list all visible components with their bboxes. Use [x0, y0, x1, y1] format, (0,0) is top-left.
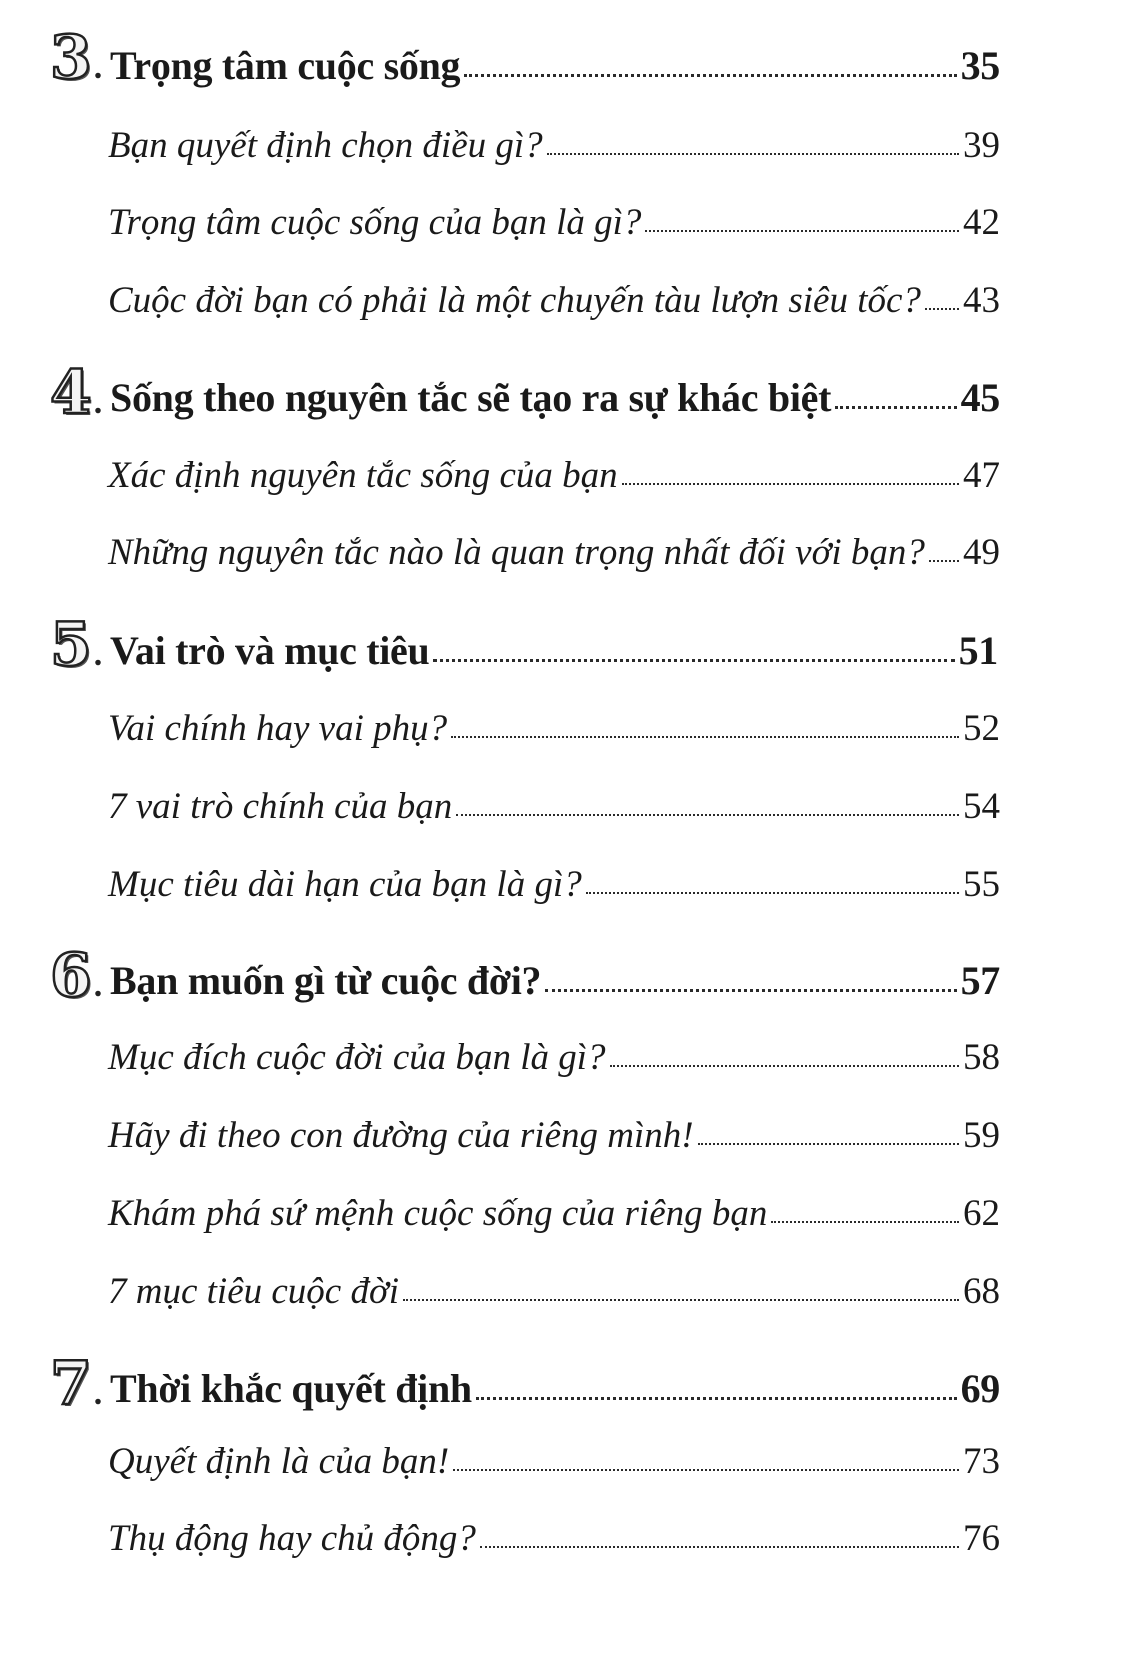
section-row[interactable]: [0, 1114, 1126, 1157]
dot-leader: [480, 1546, 959, 1548]
section-row[interactable]: [0, 1440, 1126, 1483]
chapter-number-4: 4.: [50, 358, 103, 428]
chapter-page-number: 69: [960, 1366, 1000, 1411]
section-title: 7 vai trò chính của bạn: [108, 786, 453, 827]
chapter-number-7: 7.: [50, 1349, 103, 1419]
dot-leader: [464, 74, 956, 77]
section-row[interactable]: [0, 201, 1126, 244]
chapter-title: Thời khắc quyết định: [110, 1366, 472, 1411]
section-page-number: 52: [963, 708, 1000, 749]
section-row[interactable]: [0, 1270, 1126, 1313]
section-row[interactable]: [0, 1036, 1126, 1079]
dot-leader: [547, 153, 959, 155]
section-page-number: 73: [963, 1441, 1000, 1482]
section-title: Mục tiêu dài hạn của bạn là gì?: [108, 864, 582, 905]
section-title: Thụ động hay chủ động?: [108, 1518, 476, 1559]
chapter-title: Trọng tâm cuộc sống: [110, 43, 461, 88]
chapter-row[interactable]: [0, 42, 1126, 89]
section-page-number: 43: [963, 280, 1000, 321]
dot-leader: [645, 230, 959, 232]
dot-leader: [698, 1143, 959, 1145]
chapter-title: Bạn muốn gì từ cuộc đời?: [110, 958, 542, 1003]
section-title: Cuộc đời bạn có phải là một chuyến tàu lượn siêu tốc?: [108, 280, 921, 321]
section-page-number: 39: [963, 125, 1000, 166]
chapter-number-6: 6.: [50, 941, 103, 1011]
dot-leader: [451, 736, 959, 738]
section-title: Bạn quyết định chọn điều gì?: [108, 125, 543, 166]
section-title: Những nguyên tắc nào là quan trọng nhất đối với bạn?: [108, 532, 925, 573]
dot-leader: [835, 406, 956, 409]
section-page-number: 76: [963, 1518, 1000, 1559]
section-page-number: 55: [963, 864, 1000, 905]
dot-leader: [771, 1221, 959, 1223]
section-page-number: 47: [963, 455, 1000, 496]
dot-leader: [433, 659, 954, 662]
section-page-number: 49: [963, 532, 1000, 573]
dot-leader: [403, 1299, 959, 1301]
dot-leader: [456, 814, 959, 816]
section-title: Hãy đi theo con đường của riêng mình!: [108, 1115, 694, 1156]
chapter-number-3: 3.: [50, 23, 103, 93]
section-title: 7 mục tiêu cuộc đời: [108, 1271, 399, 1312]
section-page-number: 68: [963, 1271, 1000, 1312]
dot-leader: [610, 1065, 959, 1067]
section-page-number: 59: [963, 1115, 1000, 1156]
section-row[interactable]: [0, 1517, 1126, 1560]
section-row[interactable]: [0, 124, 1126, 167]
chapter-title: Vai trò và mục tiêu: [110, 628, 430, 673]
chapter-page-number: 57: [960, 958, 1000, 1003]
section-row[interactable]: [0, 1192, 1126, 1235]
section-row[interactable]: [0, 454, 1126, 497]
section-title: Quyết định là của bạn!: [108, 1441, 450, 1482]
chapter-number-5: 5.: [50, 610, 103, 680]
chapter-row[interactable]: [0, 1365, 1126, 1412]
section-title: Vai chính hay vai phụ?: [108, 708, 448, 749]
dot-leader: [622, 483, 959, 485]
chapter-row[interactable]: [0, 374, 1126, 421]
section-title: Khám phá sứ mệnh cuộc sống của riêng bạn: [108, 1193, 768, 1234]
section-page-number: 58: [963, 1037, 1000, 1078]
chapter-page-number: 51: [958, 628, 998, 673]
section-page-number: 42: [963, 202, 1000, 243]
section-row[interactable]: [0, 531, 1126, 574]
dot-leader: [476, 1397, 957, 1400]
chapter-page-number: 35: [960, 43, 1000, 88]
chapter-page-number: 45: [960, 375, 1000, 420]
chapter-title: Sống theo nguyên tắc sẽ tạo ra sự khác biệt: [110, 375, 832, 420]
chapter-row[interactable]: [0, 627, 1126, 674]
dot-leader: [586, 892, 959, 894]
section-row[interactable]: [0, 279, 1126, 322]
section-page-number: 62: [963, 1193, 1000, 1234]
section-row[interactable]: [0, 785, 1126, 828]
section-row[interactable]: [0, 863, 1126, 906]
section-title: Xác định nguyên tắc sống của bạn: [108, 455, 618, 496]
dot-leader: [929, 560, 959, 562]
chapter-row[interactable]: [0, 957, 1126, 1004]
section-row[interactable]: [0, 707, 1126, 750]
section-title: Mục đích cuộc đời của bạn là gì?: [108, 1037, 606, 1078]
dot-leader: [453, 1469, 959, 1471]
section-title: Trọng tâm cuộc sống của bạn là gì?: [108, 202, 642, 243]
dot-leader: [545, 989, 956, 992]
section-page-number: 54: [963, 786, 1000, 827]
dot-leader: [925, 308, 959, 310]
